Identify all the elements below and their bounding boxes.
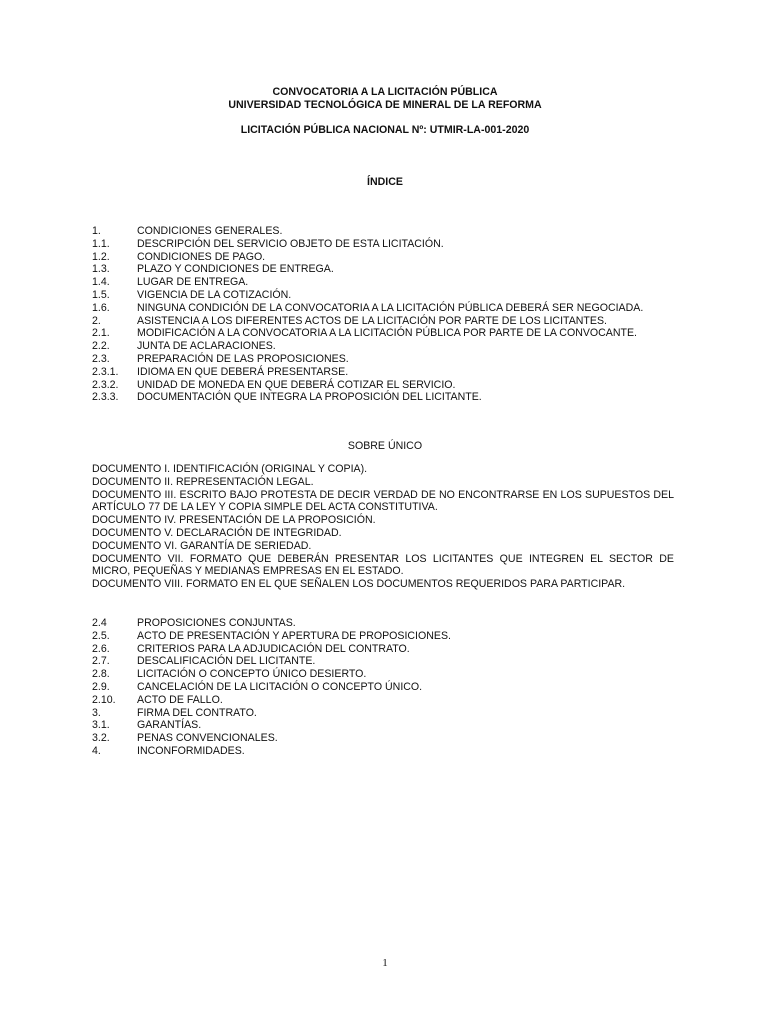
toc-text: LICITACIÓN O CONCEPTO ÚNICO DESIERTO. [137, 668, 367, 681]
toc-number: 2.10. [92, 693, 116, 706]
toc-item [92, 289, 674, 302]
toc-number: 1.1. [92, 237, 110, 250]
toc-number: 1. [92, 225, 101, 237]
toc-number: 2.5. [92, 629, 110, 642]
toc-text: INCONFORMIDADES. [137, 744, 245, 757]
toc-item [92, 238, 674, 251]
toc-item [92, 745, 674, 758]
toc-item [92, 302, 674, 315]
toc-item [92, 251, 674, 264]
document-item: DOCUMENTO II. REPRESENTACIÓN LEGAL. [92, 475, 314, 488]
toc-number: 1.4. [92, 276, 110, 289]
toc-item [92, 225, 674, 238]
toc-text: FIRMA DEL CONTRATO. [137, 706, 257, 719]
toc-text: DESCALIFICACIÓN DEL LICITANTE. [137, 655, 316, 668]
toc-number: 4. [92, 744, 101, 757]
toc-item [92, 630, 674, 643]
document-item: DOCUMENTO VI. GARANTÍA DE SERIEDAD. [92, 539, 312, 552]
toc-item [92, 340, 674, 353]
header-title: CONVOCATORIA A LA LICITACIÓN PÚBLICA [272, 86, 498, 98]
toc-number: 2.4 [92, 617, 107, 629]
toc-text: JUNTA DE ACLARACIONES. [137, 340, 276, 353]
toc-item [92, 617, 674, 630]
toc-number: 3.1. [92, 719, 110, 732]
document-header [0, 86, 770, 137]
toc-number: 2.7. [92, 655, 110, 668]
toc-item [92, 353, 674, 366]
sobre-unico-title: SOBRE ÚNICO [347, 440, 423, 452]
documents-list [92, 463, 674, 591]
header-tender-number: LICITACIÓN PÚBLICA NACIONAL Nº: UTMIR-LA-001-2020 [240, 124, 530, 136]
toc-text: PENAS CONVENCIONALES. [137, 732, 278, 745]
toc-number: 2.1. [92, 327, 110, 340]
page-number: 1 [382, 957, 388, 969]
toc-text: DOCUMENTACIÓN QUE INTEGRA LA PROPOSICIÓN DEL LICITANTE. [137, 391, 482, 404]
toc-item [92, 719, 674, 732]
toc-number: 1.5. [92, 288, 110, 301]
toc-number: 2.3.2. [92, 378, 119, 391]
toc-item [92, 391, 674, 404]
toc-item [92, 732, 674, 745]
toc-text: ACTO DE PRESENTACIÓN Y APERTURA DE PROPOSICIONES. [137, 629, 451, 642]
toc-number: 2.2. [92, 340, 110, 353]
toc-number: 1.3. [92, 263, 110, 276]
document-item: DOCUMENTO IV. PRESENTACIÓN DE LA PROPOSICIÓN. [92, 514, 376, 527]
toc-item [92, 315, 674, 328]
toc-number: 1.6. [92, 301, 110, 314]
toc-item [92, 379, 674, 392]
toc-text: LUGAR DE ENTREGA. [137, 276, 249, 289]
toc-text: DESCRIPCIÓN DEL SERVICIO OBJETO DE ESTA LICITACIÓN. [137, 237, 444, 250]
toc-number: 2.9. [92, 680, 110, 693]
document-item: DOCUMENTO V. DECLARACIÓN DE INTEGRIDAD. [92, 526, 342, 539]
toc-item [92, 366, 674, 379]
toc-text: PREPARACIÓN DE LAS PROPOSICIONES. [137, 352, 349, 365]
toc-text: PROPOSICIONES CONJUNTAS. [137, 617, 296, 629]
toc-text: UNIDAD DE MONEDA EN QUE DEBERÁ COTIZAR EL SERVICIO. [137, 378, 456, 391]
toc-item [92, 276, 674, 289]
toc-number: 2.3.3. [92, 391, 119, 404]
toc-text: CONDICIONES GENERALES. [137, 225, 283, 237]
toc-number: 2.3. [92, 352, 110, 365]
toc-text: IDIOMA EN QUE DEBERÁ PRESENTARSE. [137, 365, 349, 378]
toc-text: CANCELACIÓN DE LA LICITACIÓN O CONCEPTO ÚNICO. [137, 680, 423, 693]
toc-number: 3. [92, 706, 101, 719]
toc-text: ACTO DE FALLO. [137, 693, 223, 706]
toc-number: 2.6. [92, 642, 110, 655]
toc-item [92, 681, 674, 694]
toc-item [92, 327, 674, 340]
toc-text: CONDICIONES DE PAGO. [137, 250, 266, 263]
table-of-contents [92, 225, 674, 404]
toc-item [92, 263, 674, 276]
toc-text: GARANTÍAS. [137, 719, 202, 732]
toc-item [92, 707, 674, 720]
toc-item [92, 643, 674, 656]
toc-text: CRITERIOS PARA LA ADJUDICACIÓN DEL CONTRATO. [137, 642, 410, 655]
document-item: DOCUMENTO VIII. FORMATO EN EL QUE SEÑALEN LOS DOCUMENTOS REQUERIDOS PARA PARTICIPAR. [92, 578, 626, 591]
toc-text: VIGENCIA DE LA COTIZACIÓN. [137, 288, 292, 301]
toc-text: NINGUNA CONDICIÓN DE LA CONVOCATORIA A LA LICITACIÓN PÚBLICA DEBERÁ SER NEGOCIADA. [137, 301, 644, 314]
document-item: DOCUMENTO VII. FORMATO QUE DEBERÁN PRESENTAR LOS LICITANTES QUE INTEGREN EL SECTOR DE MICRO, PEQUEÑAS Y MEDIANAS EMPRESAS EN EL ESTADO. [92, 552, 674, 578]
table-of-contents-continued [92, 617, 674, 758]
toc-number: 2.8. [92, 668, 110, 681]
index-title: ÍNDICE [367, 176, 403, 188]
toc-number: 3.2. [92, 732, 110, 745]
document-item: DOCUMENTO I. IDENTIFICACIÓN (ORIGINAL Y COPIA). [92, 463, 368, 475]
toc-item [92, 655, 674, 668]
toc-text: ASISTENCIA A LOS DIFERENTES ACTOS DE LA LICITACIÓN POR PARTE DE LOS LICITANTES. [137, 314, 607, 327]
toc-number: 2. [92, 314, 101, 327]
document-item: DOCUMENTO III. ESCRITO BAJO PROTESTA DE DECIR VERDAD DE NO ENCONTRARSE EN LOS SUPUESTOS DEL ARTÍCULO 77 DE LA LEY Y COPIA SIMPLE DEL ACTA CONSTITUTIVA. [92, 488, 674, 514]
toc-text: MODIFICACIÓN A LA CONVOCATORIA A LA LICITACIÓN PÚBLICA POR PARTE DE LA CONVOCANTE. [137, 327, 637, 340]
toc-number: 1.2. [92, 250, 110, 263]
toc-item [92, 694, 674, 707]
toc-item [92, 668, 674, 681]
header-institution: UNIVERSIDAD TECNOLÓGICA DE MINERAL DE LA REFORMA [228, 99, 542, 111]
toc-number: 2.3.1. [92, 365, 119, 378]
toc-text: PLAZO Y CONDICIONES DE ENTREGA. [137, 263, 334, 276]
